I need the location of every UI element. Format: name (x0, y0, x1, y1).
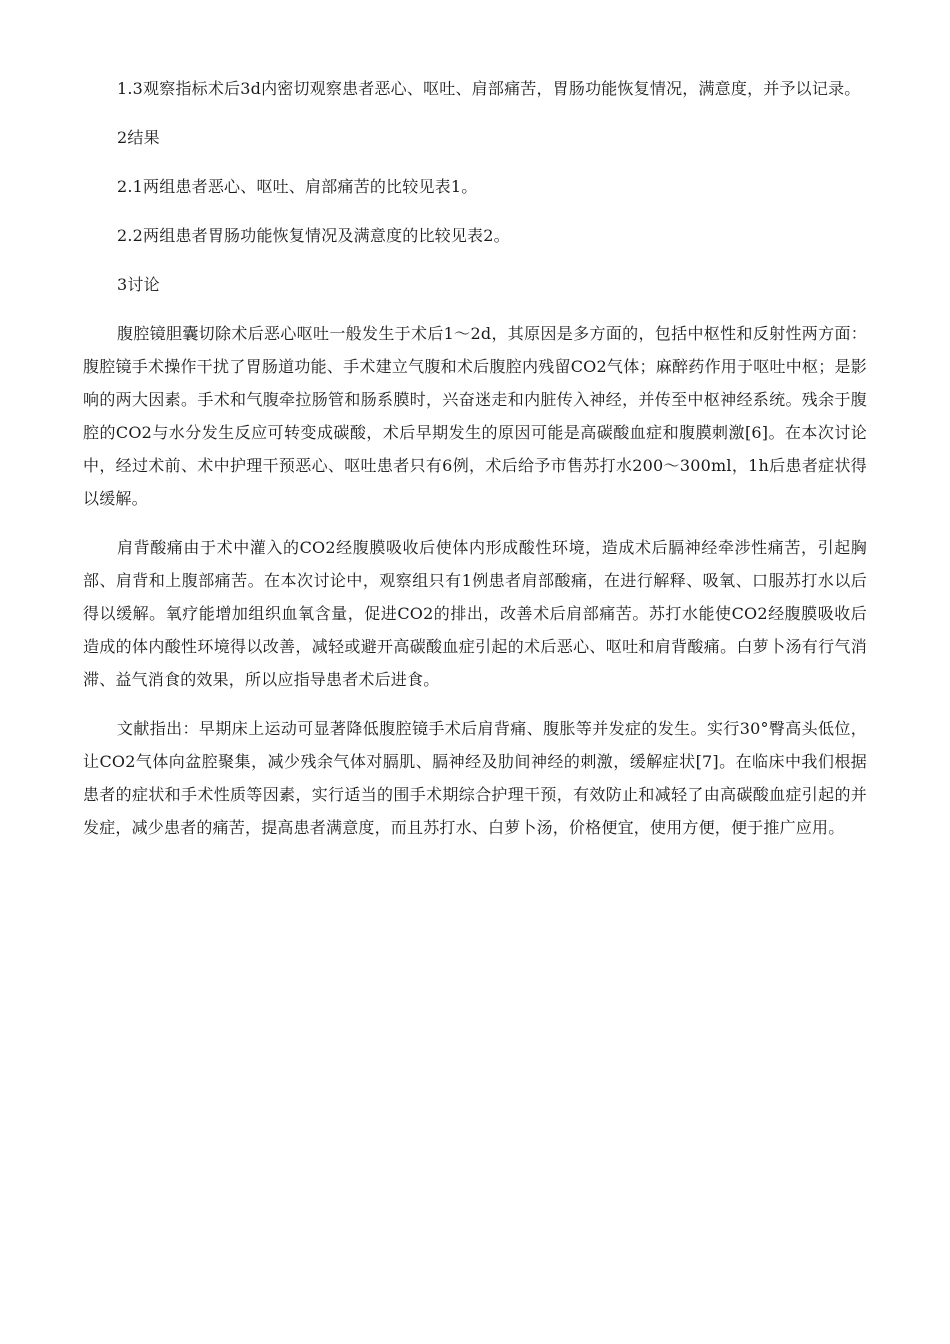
paragraph-discussion-nausea: 腹腔镜胆囊切除术后恶心呕吐一般发生于术后1～2d，其原因是多方面的，包括中枢性和反射性两方面：腹腔镜手术操作干扰了胃肠道功能、手术建立气腹和术后腹腔内残留CO2气体；麻醉药作用于呕吐中枢；是影响的两大因素。手术和气腹牵拉肠管和肠系膜时，兴奋迷走和内脏传入神经，并传至中枢神经系统。残余于腹腔的CO2与水分发生反应可转变成碳酸，术后早期发生的原因可能是高碳酸血症和腹膜刺激[6]。在本次讨论中，经过术前、术中护理干预恶心、呕吐患者只有6例，术后给予市售苏打水200～300ml，1h后患者症状得以缓解。 (83, 324, 867, 508)
section-heading-discussion: 3讨论 (117, 275, 160, 294)
section-heading-results: 2结果 (117, 128, 160, 147)
paragraph-result-2-2: 2.2两组患者胃肠功能恢复情况及满意度的比较见表2。 (117, 226, 510, 245)
document-body (83, 72, 867, 844)
paragraph-discussion-literature: 文献指出：早期床上运动可显著降低腹腔镜手术后肩背痛、腹胀等并发症的发生。实行30°臀高头低位，让CO2气体向盆腔聚集，减少残余气体对膈肌、膈神经及肋间神经的刺激，缓解症状[7]。在临床中我们根据患者的症状和手术性质等因素，实行适当的围手术期综合护理干预，有效防止和减轻了由高碳酸血症引起的并发症，减少患者的痛苦，提高患者满意度，而且苏打水、白萝卜汤，价格便宜，使用方便，便于推广应用。 (83, 719, 867, 837)
paragraph-result-2-1: 2.1两组患者恶心、呕吐、肩部痛苦的比较见表1。 (117, 177, 478, 196)
paragraph-observation-indicators: 1.3观察指标术后3d内密切观察患者恶心、呕吐、肩部痛苦，胃肠功能恢复情况，满意度，并予以记录。 (117, 79, 861, 98)
paragraph-discussion-shoulder-pain: 肩背酸痛由于术中灌入的CO2经腹膜吸收后使体内形成酸性环境，造成术后膈神经牵涉性痛苦，引起胸部、肩背和上腹部痛苦。在本次讨论中，观察组只有1例患者肩部酸痛，在进行解释、吸氧、口服苏打水以后得以缓解。氧疗能增加组织血氧含量，促进CO2的排出，改善术后肩部痛苦。苏打水能使CO2经腹膜吸收后造成的体内酸性环境得以改善，减轻或避开高碳酸血症引起的术后恶心、呕吐和肩背酸痛。白萝卜汤有行气消滞、益气消食的效果，所以应指导患者术后进食。 (83, 538, 867, 689)
